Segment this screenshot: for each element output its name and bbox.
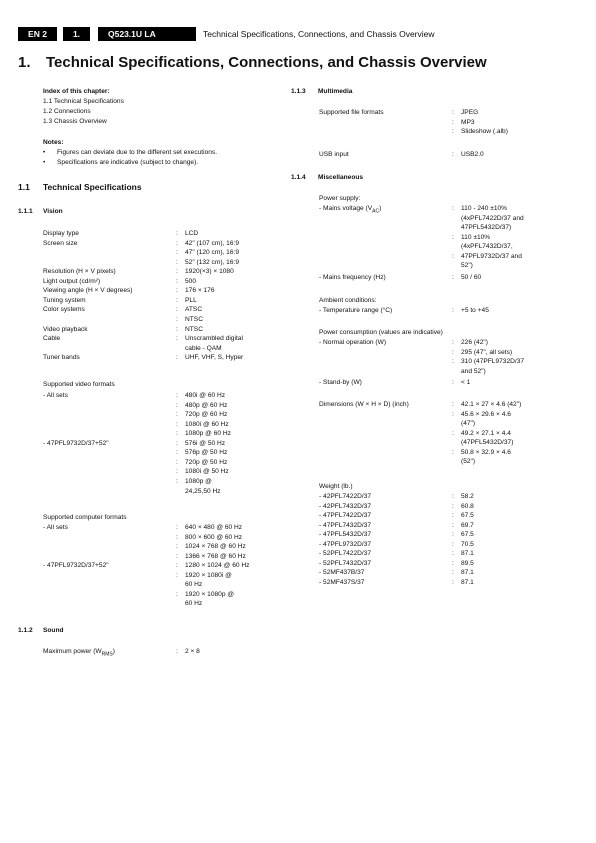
spec-value: 640 × 480 @ 60 Hz (185, 524, 243, 531)
colon: : (176, 335, 178, 343)
notes-heading: Notes: (43, 139, 64, 146)
colon: : (452, 429, 454, 437)
colon: : (176, 524, 178, 531)
spec-value: PLL (185, 296, 197, 304)
index-item[interactable]: 1.3 Chassis Overview (43, 117, 107, 125)
spec-value: 295 (47", all sets) (461, 348, 513, 356)
colon: : (176, 590, 178, 598)
colon: : (452, 233, 454, 241)
colon: : (452, 521, 454, 529)
spec-label: - 47PFL7422D/37 (319, 512, 372, 520)
spec-value: 1366 × 768 @ 60 Hz (185, 552, 246, 560)
colon: : (176, 420, 178, 428)
colon: : (176, 268, 178, 276)
spec-value: (52") (461, 458, 476, 466)
colon: : (176, 477, 178, 485)
spec-value: 47PFL9732D/37 and (461, 252, 522, 260)
spec-label: Maximum power $(W_{RMS})$ (43, 648, 115, 658)
header-badge-model: Q523.1U LA (98, 27, 196, 41)
weight-heading: Weight (lb.) (319, 483, 353, 490)
spec-value: 1920 × 1080p @ (185, 590, 235, 598)
colon: : (452, 550, 454, 558)
spec-value: 49.2 × 27.1 × 4.4 (461, 429, 511, 437)
spec-label: - 47PFL9732D/37 (319, 540, 372, 548)
colon: : (452, 512, 454, 520)
colon: : (452, 531, 454, 539)
colon: : (176, 562, 178, 570)
spec-value: 60.8 (461, 502, 474, 510)
colon: : (176, 325, 178, 333)
spec-value: 226 (42") (461, 339, 488, 346)
spec-value: 52") (461, 262, 473, 270)
subsection-heading-miscellaneous: 1.1.4 Miscellaneous (291, 174, 364, 181)
chapter-title (18, 54, 487, 72)
spec-value: 110 - 240 ±10% (461, 205, 508, 212)
colon: : (452, 502, 454, 510)
spec-value: 42.1 × 27 × 4.6 (42") (461, 401, 522, 408)
colon: : (452, 578, 454, 586)
spec-value: 480i @ 60 Hz (185, 392, 226, 399)
power-consumption-heading: Power consumption (values are indicative) (319, 329, 443, 336)
spec-value: 1080p @ (185, 477, 212, 485)
colon: : (176, 449, 178, 457)
spec-value: 67.5 (461, 512, 474, 520)
spec-value: (47") (461, 420, 476, 428)
spec-value: 2 × 8 (185, 648, 200, 655)
spec-label: Screen size (43, 239, 78, 247)
spec-value: 1280 × 1024 @ 60 Hz (185, 562, 250, 570)
colon: : (452, 448, 454, 456)
colon: : (452, 493, 454, 500)
spec-value: 52" (132 cm), 16:9 (185, 258, 240, 266)
colon: : (452, 348, 454, 356)
spec-value: 1080i @ 50 Hz (185, 468, 229, 476)
spec-value: MP3 (461, 118, 475, 126)
spec-label: - 52MF437B/37 (319, 569, 365, 577)
spec-label: - 52PFL7422D/37 (319, 550, 372, 558)
colon: : (176, 230, 178, 237)
spec-label: Color systems (43, 306, 85, 314)
computer-formats-heading: Supported computer formats (43, 514, 127, 521)
index-item[interactable]: 1.2 Connections (43, 107, 91, 115)
colon: : (452, 109, 454, 116)
section-heading: 1.1 Technical Specifications (18, 182, 142, 192)
spec-value: 310 (47PFL9732D/37 (461, 358, 525, 366)
spec-label: Supported file formats (319, 109, 384, 116)
spec-value: cable - QAM (185, 344, 222, 352)
spec-value: NTSC (185, 315, 203, 323)
spec-label: Tuning system (43, 296, 86, 304)
spec-label: - 47PFL7432D/37 (319, 521, 372, 529)
colon: : (176, 287, 178, 295)
colon: : (452, 118, 454, 126)
spec-value: 576i @ 50 Hz (185, 439, 226, 447)
colon: : (176, 315, 178, 323)
spec-value: LCD (185, 230, 199, 237)
spec-value: 67.5 (461, 531, 474, 539)
spec-value: 60 Hz (185, 600, 203, 608)
mains-voltage-label: - Mains voltage $(V_{AC})$ (319, 205, 382, 215)
subsection-heading-vision: 1.1.1 Vision (18, 208, 63, 215)
colon: : (176, 552, 178, 560)
spec-value: 47" (120 cm), 16:9 (185, 249, 240, 257)
colon: : (176, 239, 178, 247)
colon: : (176, 392, 178, 399)
spec-label: - 47PFL5432D/37 (319, 531, 372, 539)
spec-label: - 47PFL9732D/37+52" (43, 562, 109, 570)
colon: : (176, 458, 178, 466)
spec-value: 24,25,50 Hz (185, 487, 221, 495)
chapter-number: 1. (18, 54, 31, 71)
spec-value: 60 Hz (185, 581, 203, 589)
colon: : (452, 358, 454, 366)
colon: : (452, 252, 454, 260)
spec-value: 110 ±10% (461, 233, 491, 241)
note-item: • Figures can deviate due to the different set executions. (43, 148, 217, 158)
spec-value: 1080p @ 60 Hz (185, 430, 231, 438)
spec-label: - 52MF437S/37 (319, 578, 365, 586)
colon: : (176, 401, 178, 409)
colon: : (452, 128, 454, 136)
note-item: • Specifications are indicative (subject to change). (43, 158, 217, 168)
colon: : (176, 543, 178, 551)
colon: : (452, 205, 454, 212)
spec-value: 45.6 × 29.6 × 4.6 (461, 410, 511, 418)
spec-value: 1080i @ 60 Hz (185, 420, 229, 428)
spec-label: Display type (43, 230, 79, 237)
spec-label: Video playback (43, 325, 88, 333)
spec-value: (4xPFL7422D/37 and (461, 214, 524, 222)
spec-label: - All sets (43, 392, 68, 399)
index-heading: Index of this chapter: (43, 88, 110, 95)
subsection-heading-multimedia: 1.1.3 Multimedia (291, 88, 353, 95)
dimensions-label: Dimensions (W × H × D) (inch) (319, 401, 409, 408)
spec-value: 69.7 (461, 521, 474, 529)
index-item[interactable]: 1.1 Technical Specifications (43, 97, 124, 105)
spec-value: 87.1 (461, 550, 474, 558)
normal-operation-label: - Normal operation (W) (319, 339, 387, 346)
colon: : (452, 569, 454, 577)
spec-label: Light output (cd/m²) (43, 277, 101, 285)
spec-label: Tuner bands (43, 354, 80, 362)
header-badge-language: EN 2 (18, 27, 57, 41)
colon: : (176, 249, 178, 257)
colon: : (176, 533, 178, 541)
spec-value: and 52") (461, 367, 486, 375)
spec-label: - 52PFL7432D/37 (319, 559, 372, 567)
spec-value: 576p @ 50 Hz (185, 449, 228, 457)
spec-value: Slideshow (.alb) (461, 128, 508, 136)
spec-value: 176 × 176 (185, 287, 215, 295)
notes-list (43, 148, 217, 167)
spec-value: 89.5 (461, 559, 474, 567)
colon: : (176, 571, 178, 579)
spec-value: 87.1 (461, 578, 474, 586)
spec-value: (4xPFL7432D/37, (461, 243, 513, 251)
spec-label: Resolution (H × V pixels) (43, 268, 116, 276)
spec-value: 1920 × 1080i @ (185, 571, 232, 579)
colon: : (176, 430, 178, 438)
spec-value: 1920(×3) × 1080 (185, 268, 234, 276)
colon: : (452, 401, 454, 408)
colon: : (176, 411, 178, 419)
spec-value: 1024 × 768 @ 60 Hz (185, 543, 246, 551)
chapter-title-text: Technical Specifications, Connections, and Chassis Overview (46, 54, 487, 71)
spec-value: 58.2 (461, 493, 474, 500)
colon: : (176, 439, 178, 447)
spec-value: NTSC (185, 325, 203, 333)
header-badge-chapter: 1. (63, 27, 90, 41)
spec-value: 70.5 (461, 540, 474, 548)
spec-value: ATSC (185, 306, 203, 314)
spec-label: - 47PFL9732D/37+52" (43, 439, 109, 447)
video-formats-heading: Supported video formats (43, 381, 115, 388)
colon: : (176, 277, 178, 285)
spec-value: UHF, VHF, S, Hyper (185, 354, 244, 362)
spec-value: Unscrambled digital (185, 335, 243, 343)
spec-value: 480p @ 60 Hz (185, 401, 228, 409)
spec-value: 500 (185, 277, 197, 285)
spec-value: (47PFL5432D/37) (461, 439, 514, 447)
colon: : (176, 354, 178, 362)
header-title: Technical Specifications, Connections, and Chassis Overview (203, 29, 435, 39)
colon: : (176, 296, 178, 304)
spec-value: 47PFL5432D/37) (461, 224, 512, 232)
colon: : (176, 306, 178, 314)
spec-value: JPEG (461, 109, 479, 116)
colon: : (176, 468, 178, 476)
power-supply-heading: Power supply: (319, 195, 361, 202)
ambient-heading: Ambient conditions: (319, 297, 377, 304)
spec-value: 720p @ 50 Hz (185, 458, 228, 466)
spec-label: - 42PFL7422D/37 (319, 493, 372, 500)
spec-value: 50.8 × 32.9 × 4.6 (461, 448, 511, 456)
colon: : (452, 540, 454, 548)
subsection-heading-sound: 1.1.2 Sound (18, 627, 64, 634)
spec-value: 800 × 600 @ 60 Hz (185, 533, 243, 541)
spec-value: 87.1 (461, 569, 474, 577)
spec-value: 720p @ 60 Hz (185, 411, 228, 419)
spec-label: Cable (43, 335, 61, 343)
colon: : (176, 258, 178, 266)
spec-value: 42" (107 cm), 16:9 (185, 239, 240, 247)
colon: : (452, 559, 454, 567)
spec-label: - 42PFL7432D/37 (319, 502, 372, 510)
spec-label: - All sets (43, 524, 68, 531)
colon: : (452, 410, 454, 418)
spec-label: Viewing angle (H × V degrees) (43, 287, 133, 295)
colon: : (452, 339, 454, 346)
